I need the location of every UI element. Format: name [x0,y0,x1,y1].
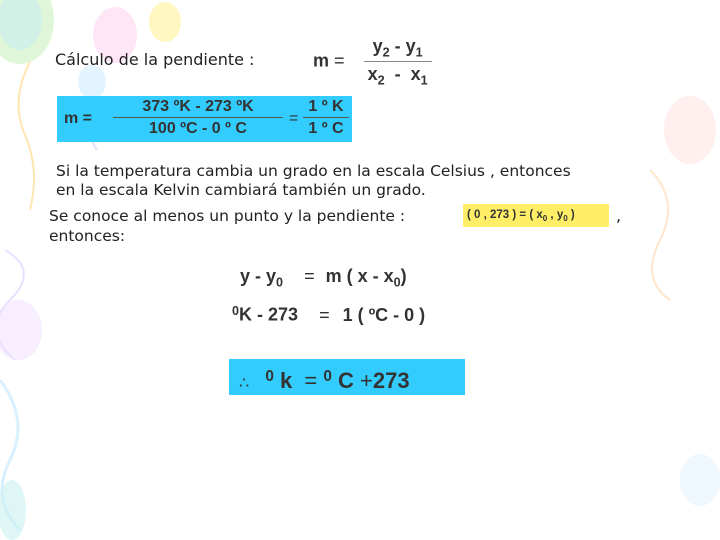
slope-calc-lhs: m = [64,110,93,127]
trailing-comma: , [616,206,622,225]
explanation-line-2: en la escala Kelvin cambiará también un grado. [56,181,426,199]
point-line-1: Se conoce al menos un punto y la pendiente : [49,207,406,225]
final-result-box: ∴ $^0$ k = $^0$ C +273 [229,359,465,395]
slope-numerator: $y_2 - y_1$ [364,36,432,62]
therefore-symbol: ∴ [239,374,250,392]
final-constant: 273 [372,367,410,393]
slope-calc-result-numerator: 1 º K [303,98,349,118]
slope-calculation-box [57,96,352,142]
slope-calc-equals: = [289,110,299,127]
slope-formula [313,36,432,88]
slope-symbol: m [313,50,330,71]
slope-calc-numerator: 373 ºK - 273 ºK [113,98,283,118]
point-slope-equation: $y - y_0 = m$ ( x - $x_0$) [240,266,407,290]
slope-denominator: $x_2 - x_1$ [367,64,428,88]
point-box: ( 0 , 273 ) = ( $x_0$ , $y_0$ ) [463,204,609,227]
point-line-2: entonces: [49,227,126,245]
slope-fraction [364,36,432,88]
final-lhs: k [273,367,293,393]
explanation-line-1: Si la temperatura cambia un grado en la escala Celsius , entonces [56,162,571,180]
slope-calc-denominator: 100 ºC - 0 º C [149,120,247,137]
heading: Cálculo de la pendiente : [55,50,255,69]
final-rhs: C [331,367,361,393]
substitution-equation: $^0$K - 273 = 1 ( ºC - 0 ) [232,304,426,325]
equals-sign: = [334,50,345,71]
slope-calc-result-denominator: 1 º C [308,120,344,137]
point-box-left: ( 0 , 273 ) = ( x [467,209,543,221]
